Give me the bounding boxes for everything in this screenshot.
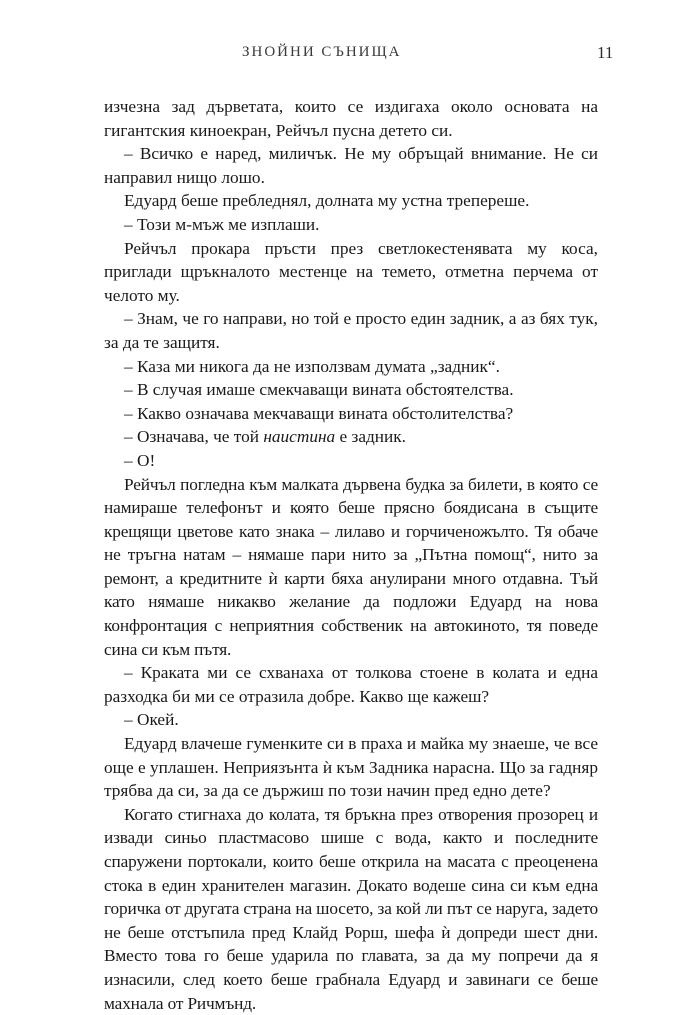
paragraph: – Каза ми никога да не използвам думата „задник“. [124, 356, 500, 376]
paragraph: Едуард беше пребледнял, долната му устна трепереше. [124, 191, 530, 211]
paragraph-text: е задник. [335, 427, 407, 447]
paragraph: изчезна зад дърветата, които се издигаха около основата на гигантския киноекран, Рейчъл пусна детето си. [104, 97, 598, 140]
page-number: 11 [597, 43, 614, 62]
body-text [104, 95, 598, 1015]
running-title: ЗНОЙНИ СЪНИЩА [242, 44, 402, 60]
paragraph: – Окей. [124, 710, 179, 730]
paragraph: – Краката ми се схванаха от толкова стоене в колата и една разходка би ми се отразила добре. Какво ще кажеш? [104, 663, 598, 706]
paragraph: – Знам, че го направи, но той е просто един задник, а аз бях тук, за да те защитя. [104, 309, 598, 352]
paragraph: Рейчъл прокара пръсти през светлокестенявата му коса, приглади щръкналото местенце на темето, отметна перчема от челото му. [104, 238, 598, 305]
paragraph: – Този м-мъж ме изплаши. [124, 214, 320, 234]
emphasized-word: наистина [263, 427, 336, 447]
paragraph-text: – Означава, че той [124, 427, 264, 447]
running-header [0, 44, 700, 68]
paragraph: Рейчъл погледна към малката дървена будка за билети, в която се намираше телефонът и която беше прясно боядисана в същите крещящи цветове като знака – лилаво и горчиченожълто. Тя обаче не тръгна натам – нямаше пари нито за „Пътна помощ“, нито за ремонт, а кредитните ѝ карти бяха анулирани много отдавна. Тъй като нямаше никакво желание да подложи Едуард на нова конфронтация с неприятния собственик на автокиното, тя поведе сина си към пътя. [104, 474, 598, 659]
paragraph: – О! [124, 450, 156, 470]
paragraph: Когато стигнаха до колата, тя бръкна през отворения прозорец и извади синьо пластмасово шише с вода, както и последните спаружени портокали, които беше открила на масата с преоценена стока в един хранителен магазин. Докато водеше сина си към една горичка от другата страна на шосето, за кой ли път се наруга, задето не беше отстъпила пред Клайд Рорш, шефа ѝ допреди шест дни. Вместо това го беше ударила по главата, за да му попречи да я изнасили, след което беше грабнала Едуард и завинаги се беше махнала от Ричмънд. [104, 804, 598, 1013]
paragraph: – Всичко е наред, миличък. Не му обръщай внимание. Не си направил нищо лошо. [104, 144, 598, 187]
paragraph-with-emphasis [104, 425, 598, 449]
paragraph: – Какво означава мекчаващи вината обстолителства? [124, 403, 514, 423]
paragraph: Едуард влачеше гуменките си в праха и майка му знаеше, че все още е уплашен. Неприязънта ѝ към Задника нарасна. Що за гадняр трябва да си, за да се държиш по този начин пред едно дете? [104, 734, 598, 801]
paragraph: – В случая имаше смекчаващи вината обстоятелства. [124, 380, 514, 400]
